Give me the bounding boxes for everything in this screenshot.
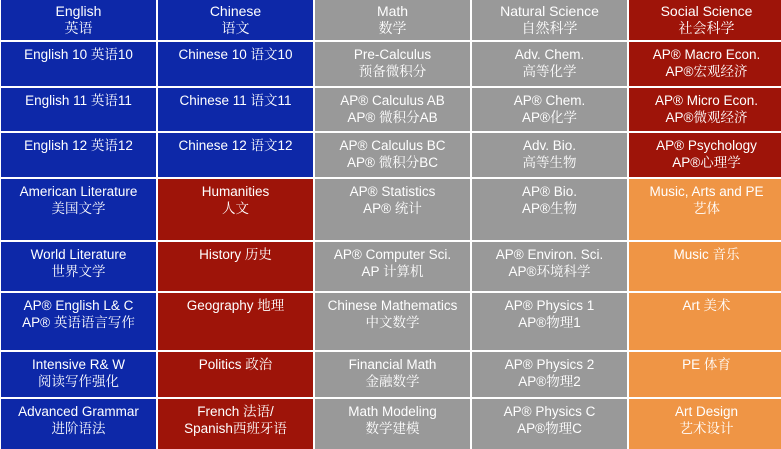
course-cell	[1, 42, 156, 86]
course-cell	[158, 42, 313, 86]
course-cell	[315, 179, 470, 240]
course-cell	[158, 352, 313, 397]
cell-text-line: Chinese	[209, 3, 262, 19]
cell-text-line: AP®宏观经济	[665, 64, 748, 79]
course-cell	[315, 133, 470, 177]
course-cell	[629, 88, 781, 131]
cell-text-line: AP® Chem.	[513, 93, 586, 108]
course-cell	[158, 88, 313, 131]
course-cell	[629, 42, 781, 86]
cell-text-line: AP® Physics 2	[504, 357, 595, 372]
cell-text-line: 社会科学	[678, 20, 735, 36]
cell-text-line: AP 计算机	[361, 264, 424, 279]
course-cell	[158, 179, 313, 240]
cell-text-line: 高等生物	[522, 155, 577, 170]
cell-text-line: AP® Psychology	[656, 138, 757, 153]
course-cell	[315, 399, 470, 449]
course-cell	[472, 399, 627, 449]
cell-text-line: AP® Calculus BC	[339, 138, 446, 153]
cell-text-line: AP® 微积分AB	[347, 110, 438, 125]
course-cell	[315, 42, 470, 86]
cell-text-line: AP® 英语语言写作	[22, 315, 135, 330]
course-cell	[629, 293, 781, 350]
cell-text-line: AP® Physics C	[503, 404, 596, 419]
cell-text-line: AP®物理1	[518, 315, 581, 330]
cell-text-line: AP®物理C	[517, 421, 582, 436]
course-cell	[629, 352, 781, 397]
cell-text-line: Humanities	[201, 184, 270, 199]
cell-text-line: 预备微积分	[358, 64, 427, 79]
cell-text-line: AP®生物	[522, 201, 577, 216]
cell-text-line: Spanish西班牙语	[184, 421, 287, 436]
cell-text-line: AP® Computer Sci.	[333, 247, 452, 262]
cell-text-line: AP® Calculus AB	[340, 93, 445, 108]
cell-text-line: PE 体育	[682, 357, 731, 372]
cell-text-line: Intensive R& W	[31, 357, 126, 372]
course-cell	[472, 179, 627, 240]
cell-text-line: 美国文学	[51, 201, 106, 216]
course-cell	[315, 352, 470, 397]
cell-text-line: 进阶语法	[51, 421, 106, 436]
course-cell	[629, 399, 781, 449]
cell-text-line: Natural Science	[500, 3, 599, 19]
cell-text-line: Geography 地理	[186, 298, 285, 313]
course-cell	[472, 352, 627, 397]
course-cell	[1, 242, 156, 291]
cell-text-line: AP® 统计	[363, 201, 422, 216]
course-cell	[315, 242, 470, 291]
cell-text-line: AP®化学	[522, 110, 577, 125]
course-cell	[472, 242, 627, 291]
cell-text-line: English	[55, 3, 102, 19]
cell-text-line: AP® Statistics	[349, 184, 436, 199]
cell-text-line: World Literature	[30, 247, 127, 262]
cell-text-line: Chinese 12 语文12	[178, 138, 293, 153]
course-cell	[629, 242, 781, 291]
course-cell	[158, 133, 313, 177]
cell-text-line: AP®心理学	[672, 155, 741, 170]
cell-text-line: AP®环境科学	[508, 264, 591, 279]
course-cell	[158, 293, 313, 350]
column-header	[472, 0, 627, 40]
course-cell	[315, 293, 470, 350]
cell-text-line: 阅读写作强化	[38, 374, 119, 389]
cell-text-line: AP® Environ. Sci.	[495, 247, 604, 262]
course-cell	[158, 399, 313, 449]
course-cell	[472, 293, 627, 350]
course-cell	[472, 133, 627, 177]
column-header	[629, 0, 781, 40]
cell-text-line: AP® Physics 1	[504, 298, 595, 313]
course-cell	[1, 88, 156, 131]
course-cell	[472, 88, 627, 131]
course-cell	[1, 133, 156, 177]
course-cell	[629, 179, 781, 240]
cell-text-line: AP®物理2	[518, 374, 581, 389]
course-cell	[472, 42, 627, 86]
cell-text-line: 艺术设计	[679, 421, 734, 436]
cell-text-line: Social Science	[660, 3, 753, 19]
course-cell	[1, 293, 156, 350]
cell-text-line: 语文	[221, 20, 250, 36]
cell-text-line: 中文数学	[365, 315, 420, 330]
cell-text-line: English 11 英语11	[25, 93, 132, 108]
column-header	[1, 0, 156, 40]
cell-text-line: 人文	[222, 201, 249, 216]
cell-text-line: English 10 英语10	[24, 47, 133, 62]
cell-text-line: American Literature	[19, 184, 138, 199]
course-cell	[158, 242, 313, 291]
course-cell	[1, 399, 156, 449]
cell-text-line: Art Design	[674, 404, 739, 419]
cell-text-line: Advanced Grammar	[18, 404, 139, 419]
course-cell	[629, 133, 781, 177]
cell-text-line: 英语	[64, 20, 93, 36]
cell-text-line: AP® Bio.	[522, 184, 577, 199]
cell-text-line: 数学	[378, 20, 407, 36]
cell-text-line: Chinese Mathematics	[327, 298, 458, 313]
cell-text-line: AP® Macro Econ.	[652, 47, 761, 62]
cell-text-line: Music, Arts and PE	[649, 184, 764, 199]
column-header	[158, 0, 313, 40]
cell-text-line: AP®微观经济	[665, 110, 748, 125]
cell-text-line: AP® English L& C	[23, 298, 134, 313]
course-cell	[1, 179, 156, 240]
course-cell	[1, 352, 156, 397]
cell-text-line: 金融数学	[365, 374, 420, 389]
cell-text-line: AP® Micro Econ.	[655, 93, 758, 108]
cell-text-line: Chinese 11 语文11	[179, 93, 292, 108]
cell-text-line: 数学建模	[365, 421, 420, 436]
cell-text-line: Adv. Chem.	[514, 47, 585, 62]
cell-text-line: 高等化学	[522, 64, 577, 79]
cell-text-line: French 法语/	[197, 404, 274, 419]
cell-text-line: Politics 政治	[198, 357, 273, 372]
cell-text-line: Chinese 10 语文10	[178, 47, 293, 62]
column-header	[315, 0, 470, 40]
cell-text-line: 自然科学	[521, 20, 578, 36]
cell-text-line: Adv. Bio.	[522, 138, 577, 153]
cell-text-line: Financial Math	[348, 357, 437, 372]
cell-text-line: 世界文学	[51, 264, 106, 279]
cell-text-line: Math Modeling	[348, 404, 437, 419]
cell-text-line: Art 美术	[682, 298, 731, 313]
cell-text-line: Math	[376, 3, 409, 19]
cell-text-line: English 12 英语12	[24, 138, 133, 153]
course-cell	[315, 88, 470, 131]
cell-text-line: 艺体	[693, 201, 720, 216]
cell-text-line: AP® 微积分BC	[347, 155, 438, 170]
cell-text-line: Music 音乐	[673, 247, 740, 262]
cell-text-line: History 历史	[199, 247, 272, 262]
cell-text-line: Pre-Calculus	[353, 47, 432, 62]
